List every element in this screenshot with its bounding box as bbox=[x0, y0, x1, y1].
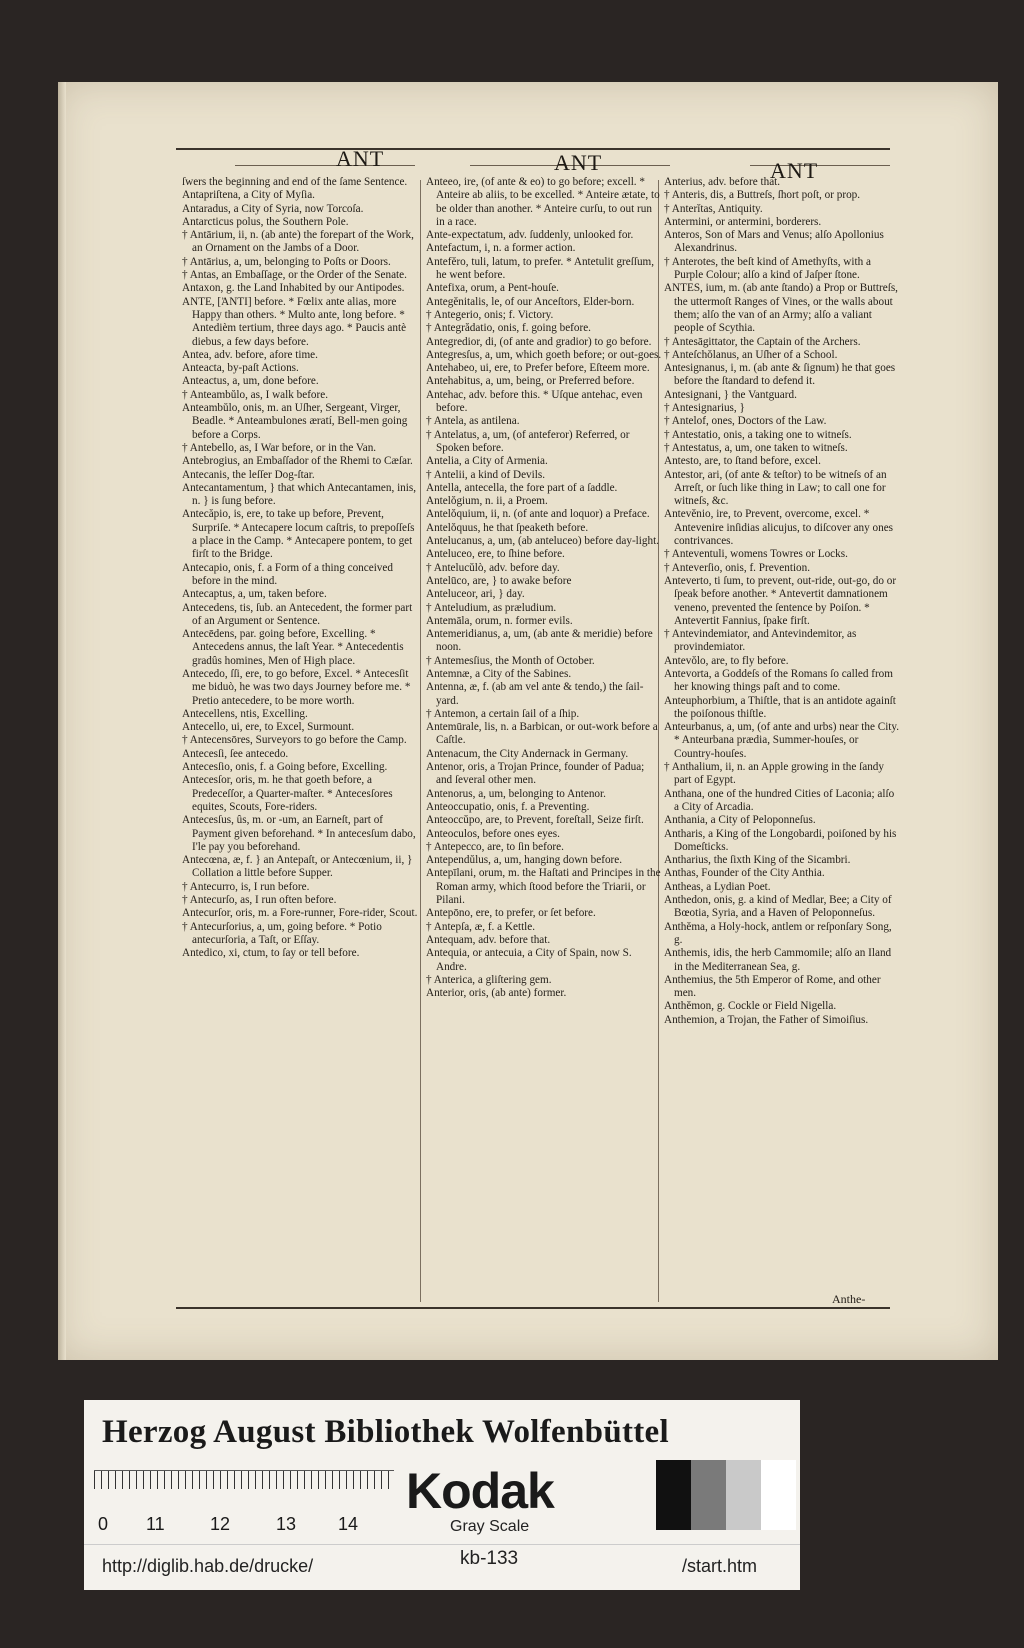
dictionary-entry: Anteambŭlo, onis, m. an Uſher, Sergeant, Virger, Beadle. * Anteambulones æratí, Bell-men going before a Corps. bbox=[182, 402, 408, 441]
dictionary-entry: Antarcticus polus, the Southern Pole. bbox=[182, 215, 349, 228]
ruler-number: 0 bbox=[98, 1514, 109, 1534]
dictionary-entry: Anthedon, onis, g. a kind of Medlar, Bee; a City of Bœotia, Syria, and a Haven of Peloponneſus. bbox=[664, 894, 892, 920]
ruler-number: 11 bbox=[146, 1514, 165, 1534]
dictionary-entry: Antenacum, the City Andernack in Germany. bbox=[426, 747, 629, 760]
dictionary-entry: Antenorus, a, um, belonging to Antenor. bbox=[426, 787, 606, 800]
dictionary-entry: † Anterĭtas, Antiquity. bbox=[664, 202, 763, 215]
dictionary-entry: † Anteris, dis, a Buttreſs, ſhort poſt, or prop. bbox=[664, 189, 861, 202]
column-heading-2: ANT bbox=[554, 150, 603, 175]
dictionary-entry: Antheas, a Lydian Poet. bbox=[664, 880, 771, 893]
dictionary-entry: Anteeo, ire, (of ante & eo) to go before; excell. * Anteire ab aliis, to be excelled. * Anteire ætate, to be older than another. * Anteire curſu, to out run in a race. bbox=[426, 176, 660, 228]
shelf-code: kb-133 bbox=[460, 1548, 519, 1569]
dictionary-entry: Antecesſio, onis, f. a Going before, Excelling. bbox=[182, 761, 388, 774]
dictionary-entry: Antegresſus, a, um, which goeth before; or out-goes. bbox=[426, 348, 662, 361]
dictionary-column-2 bbox=[426, 176, 662, 1308]
dictionary-entry: Antemāla, orum, n. former evils. bbox=[426, 614, 573, 627]
dictionary-entry: Antemnæ, a City of the Sabines. bbox=[426, 667, 572, 680]
dictionary-entry: Antedico, xi, ctum, to ſay or tell before. bbox=[182, 947, 360, 960]
dictionary-entry: Antecœna, æ, f. } an Antepaſt, or Antecœnium, ii, } Collation a little before Supper. bbox=[182, 854, 413, 880]
dictionary-entry: Anthemius, the 5th Emperor of Rome, and other men. bbox=[664, 973, 881, 1000]
dictionary-entry: Anteactus, a, um, done before. bbox=[182, 375, 319, 388]
dictionary-entry: Anteuphorbium, a Thiſtle, that is an antidote againſt the poiſonous thiſtle. bbox=[664, 694, 896, 720]
dictionary-entry: Anthas, Founder of the City Anthia. bbox=[664, 867, 825, 880]
dictionary-entry: Antesignanus, i, m. (ab ante & ſignum) he that goes before the ſtandard to defend it. bbox=[664, 362, 896, 388]
gray-swatch bbox=[761, 1460, 796, 1530]
dictionary-entry: † Anterotes, the beſt kind of Amethyſts, with a Purple Colour; alſo a kind of Jaſper ſtone. bbox=[664, 255, 871, 282]
dictionary-entry: Antecanis, the leſſer Dog-ſtar. bbox=[182, 468, 315, 481]
dictionary-entry: † Antecensōres, Surveyors to go before the Camp. bbox=[182, 734, 407, 747]
dictionary-entry: Anteoculos, before ones eyes. bbox=[426, 827, 560, 840]
dictionary-entry: † Antestatio, onis, a taking one to witneſs. bbox=[664, 428, 852, 441]
gray-swatch bbox=[726, 1460, 761, 1530]
dictionary-entry: Antegĕnitalis, le, of our Anceſtors, Elder-born. bbox=[426, 295, 635, 308]
dictionary-entry: † Antegrădatio, onis, f. going before. bbox=[426, 322, 591, 335]
dictionary-entry: Antecellens, ntis, Excelling. bbox=[182, 707, 308, 720]
dictionary-entry: ſwers the beginning and end of the ſame Sentence. bbox=[182, 176, 408, 188]
catchword: Anthe- bbox=[832, 1292, 866, 1306]
dictionary-entry: Antemūrale, lis, n. a Barbican, or out-work before a Caſtle. bbox=[426, 721, 658, 747]
dictionary-column-3 bbox=[664, 176, 900, 1308]
dictionary-entry: † Antestatus, a, um, one taken to witneſs. bbox=[664, 441, 848, 454]
dictionary-entry: Antecello, ui, ere, to Excel, Surmount. bbox=[182, 721, 355, 734]
dictionary-entry: Anthĕmon, g. Cockle or Field Nigella. bbox=[664, 1000, 837, 1013]
source-url: http://diglib.hab.de/drucke/ bbox=[102, 1556, 314, 1576]
dictionary-entry: Anterior, oris, (ab ante) former. bbox=[426, 987, 567, 1000]
dictionary-entry: Antesto, are, to ſtand before, excel. bbox=[664, 455, 821, 468]
dictionary-entry: † Antecurſorius, a, um, going before. * Potio antecurſoria, a Taſt, or Eſſay. bbox=[182, 920, 382, 946]
dictionary-entry: Antermini, or antermini, borderers. bbox=[664, 215, 822, 228]
dictionary-entry: Antecesſus, ûs, m. or -um, an Earneſt, part of Payment given beforehand. * In antecesſum dabo, I'le pay you beforehand. bbox=[182, 814, 416, 853]
dictionary-entry: † Antebello, as, I War before, or in the Van. bbox=[182, 441, 377, 454]
dictionary-entry: † Antesāgittator, the Captain of the Archers. bbox=[664, 335, 861, 348]
dictionary-entry: Antehabeo, ui, ere, to Prefer before, Eſteem more. bbox=[426, 362, 650, 375]
dictionary-entry: † Antārium, ii, n. (ab ante) the forepart of the Work, an Ornament on the Jambs of a Door. bbox=[182, 229, 414, 255]
dictionary-entry: Antecesſor, oris, m. he that goeth before, a Predeceſſor, a Quarter-maſter. * Antecesſores equites, Scouts, Fore-riders. bbox=[182, 774, 393, 813]
dictionary-entry: † Anteambŭlo, as, I walk before. bbox=[182, 388, 329, 401]
dictionary-entry: Antelŏgium, n. ii, a Proem. bbox=[426, 495, 548, 508]
dictionary-entry: Anteros, Son of Mars and Venus; alſo Apollonius Alexandrinus. bbox=[664, 229, 884, 255]
ruler-number: 13 bbox=[276, 1514, 297, 1534]
dictionary-entry: Antecapio, onis, f. a Form of a thing conceived before in the mind. bbox=[182, 561, 393, 587]
dictionary-entry: Antharius, the ſixth King of the Sicambri. bbox=[664, 854, 851, 867]
scale-ruler bbox=[94, 1470, 394, 1513]
dictionary-entry: † Anthalium, ii, n. an Apple growing in the ſandy part of Egypt. bbox=[664, 761, 884, 787]
ruler-number: 14 bbox=[338, 1514, 359, 1534]
dictionary-entry: Antecedens, tis, ſub. an Antecedent, the former part of an Argument or Sentence. bbox=[182, 601, 413, 627]
dictionary-entry: † Antārius, a, um, belonging to Poſts or Doors. bbox=[182, 255, 391, 268]
dictionary-entry: Anteluceo, ere, to ſhine before. bbox=[426, 548, 565, 561]
url-suffix: /start.htm bbox=[682, 1556, 758, 1576]
dictionary-entry: Antecaptus, a, um, taken before. bbox=[182, 588, 327, 601]
dictionary-entry: Antequam, adv. before that. bbox=[426, 933, 551, 946]
dictionary-entry: † Antepſa, æ, f. a Kettle. bbox=[426, 920, 536, 933]
library-name: Herzog August Bibliothek Wolfenbüttel bbox=[102, 1414, 669, 1450]
dictionary-entry: Antaradus, a City of Syria, now Torcoſa. bbox=[182, 202, 364, 215]
column-divider-1 bbox=[420, 180, 421, 1302]
heading-rule-left bbox=[235, 165, 415, 166]
kodak-logo: Kodak bbox=[406, 1463, 554, 1519]
dictionary-entry: † Antemon, a certain ſail of a ſhip. bbox=[426, 707, 580, 720]
dictionary-column-1 bbox=[182, 176, 418, 1308]
dictionary-entry: Antependŭlus, a, um, hanging down before. bbox=[426, 854, 623, 867]
dictionary-entry: † Antas, an Embaſſage, or the Order of the Senate. bbox=[182, 269, 407, 282]
dictionary-entry: Anteoccupatio, onis, f. a Preventing. bbox=[426, 800, 590, 813]
dictionary-entry: † Antevindemiator, and Antevindemitor, as provindemiator. bbox=[664, 628, 857, 654]
dictionary-entry: † Anteventuli, womens Towres or Locks. bbox=[664, 548, 848, 561]
dictionary-entry: ANTES, ium, m. (ab ante ſtando) a Prop or Buttreſs, the uttermoſt Ranges of Vines, or the walls about them; alſo the van of an Army; alſo a valiant people of Scythia. bbox=[664, 282, 898, 335]
dictionary-entry: Antevorta, a Goddeſs of the Romans ſo called from her knowing things paſt and to come. bbox=[664, 667, 893, 694]
dictionary-entry: † Antesignarius, } bbox=[664, 402, 745, 415]
card-divider bbox=[84, 1544, 800, 1545]
dictionary-entry: † Antecurro, is, I run before. bbox=[182, 880, 310, 893]
dictionary-entry: Antequia, or antecuia, a City of Spain, now S. Andre. bbox=[426, 947, 632, 973]
dictionary-entry: Antecăpio, is, ere, to take up before, Prevent, Surpriſe. * Antecapere locum caſtris, to prepoſſeſs a place in the Camp. * Antecapere pontem, to get firſt to the Bridge. bbox=[182, 508, 415, 561]
dictionary-entry: Antestor, ari, (of ante & teſtor) to be witneſs of an Arreſt, or ſuch like thing in Law; to call one for witneſs, &c. bbox=[664, 468, 887, 508]
dictionary-entry: Antegredior, di, (of ante and gradior) to go before. bbox=[426, 335, 652, 348]
dictionary-entry: Antella, antecella, the fore part of a ſaddle. bbox=[426, 481, 618, 494]
dictionary-entry: Antefixa, orum, a Pent-houſe. bbox=[426, 282, 559, 295]
dictionary-entry: Antehac, adv. before this. * Uſque antehac, even before. bbox=[426, 388, 643, 415]
dictionary-entry: Anthana, one of the hundred Cities of Laconia; alſo a City of Arcadia. bbox=[664, 787, 895, 813]
dictionary-entry: Antecesſi, ſee antecedo. bbox=[182, 747, 289, 760]
dictionary-entry: Anterius, adv. before that. bbox=[664, 176, 781, 188]
dictionary-entry: Antelŏquus, he that ſpeaketh before. bbox=[426, 521, 589, 534]
dictionary-entry: Antevĕnio, ire, to Prevent, overcome, excel. * Antevenire inſidias alicujus, to diſcover any ones contrivances. bbox=[664, 508, 894, 548]
dictionary-entry: † Anteludium, as præludium. bbox=[426, 601, 557, 614]
column-heading-3: ANT bbox=[770, 158, 819, 183]
dictionary-entry: Antelūco, are, } to awake before bbox=[426, 574, 572, 587]
gray-swatch bbox=[691, 1460, 726, 1530]
dictionary-entry: Antehabitus, a, um, being, or Preferred before. bbox=[426, 375, 635, 388]
dictionary-entry: Anthemion, a Trojan, the Father of Simoiſius. bbox=[664, 1013, 869, 1026]
dictionary-entry: Antelŏquium, ii, n. (of ante and loquor) a Preface. bbox=[426, 508, 650, 521]
dictionary-entry: Antapriſtena, a City of Myſia. bbox=[182, 189, 315, 202]
gray-swatch bbox=[656, 1460, 691, 1530]
dictionary-entry: Anthĕma, a Holy-hock, antlem or reſponſary Song, g. bbox=[664, 920, 892, 946]
dictionary-entry: † Anteverſio, onis, f. Prevention. bbox=[664, 561, 811, 574]
dictionary-entry: Antharis, a King of the Longobardi, poiſoned by his Domeſticks. bbox=[664, 827, 897, 853]
column-heading-1: ANT bbox=[336, 146, 385, 171]
gray-swatches bbox=[656, 1460, 796, 1530]
dictionary-entry: † Antelucŭlò, adv. before day. bbox=[426, 561, 560, 574]
dictionary-entry: Antecantamentum, } that which Antecantamen, inis, n. } is ſung before. bbox=[182, 481, 417, 508]
dictionary-entry: Antelia, a City of Armenia. bbox=[426, 455, 548, 468]
dictionary-entry: Ante-expectatum, adv. ſuddenly, unlooked for. bbox=[426, 229, 634, 242]
dictionary-entry: † Anterica, a gliſtering gem. bbox=[426, 973, 552, 986]
dictionary-entry: † Antepecco, are, to ſin before. bbox=[426, 840, 564, 853]
dictionary-entry: † Antecurſo, as, I run often before. bbox=[182, 894, 337, 907]
dictionary-entry: Antecurſor, oris, m. a Fore-runner, Fore-rider, Scout. bbox=[182, 907, 418, 920]
bottom-rule bbox=[176, 1307, 890, 1309]
dictionary-entry: Antemeridianus, a, um, (ab ante & meridie) before noon. bbox=[426, 628, 653, 654]
dictionary-entry: Anteurbanus, a, um, (of ante and urbs) near the City. * Anteurbana prædia, Summer-houſes, or Country-houſes. bbox=[664, 721, 900, 760]
dictionary-entry: † Antemesſius, the Month of October. bbox=[426, 654, 595, 667]
ruler-numbers bbox=[94, 1514, 454, 1536]
dictionary-entry: Antefactum, i, n. a former action. bbox=[426, 242, 576, 255]
dictionary-entry: † Anteſchŏlanus, an Uſher of a School. bbox=[664, 348, 838, 361]
dictionary-entry: Antenor, oris, a Trojan Prince, founder of Padua; and ſeveral other men. bbox=[426, 761, 645, 787]
dictionary-entry: Anteluceor, ari, } day. bbox=[426, 588, 525, 601]
dictionary-entry: Antea, adv. before, afore time. bbox=[182, 348, 318, 361]
dictionary-entry: Antecedo, ſſi, ere, to go before, Excel. * Antecesſit me biduò, he was two days Journey before me. * Pretio antecedere, to be more worth. bbox=[182, 667, 411, 707]
dictionary-entry: Anteoccŭpo, are, to Prevent, foreſtall, Seize firſt. bbox=[426, 814, 644, 827]
dictionary-entry: † Antela, as antilena. bbox=[426, 415, 520, 428]
dictionary-entry: Antecēdens, par. going before, Excelling. * Antecedens annus, the laſt Year. * Antecedentis gradûs homines, Men of High place. bbox=[182, 628, 404, 667]
top-rule bbox=[176, 148, 890, 150]
dictionary-entry: † Antelof, ones, Doctors of the Law. bbox=[664, 415, 827, 428]
gray-scale-label: Gray Scale bbox=[450, 1518, 530, 1535]
dictionary-entry: Antepīlani, orum, m. the Haſtati and Principes in the Roman army, which ſtood before the Triarii, or Pilani. bbox=[426, 867, 661, 907]
dictionary-entry: † Antelatus, a, um, (of anteferor) Referred, or Spoken before. bbox=[426, 428, 630, 454]
dictionary-entry: Anthania, a City of Peloponneſus. bbox=[664, 814, 816, 827]
dictionary-entry: † Antelii, a kind of Devils. bbox=[426, 468, 546, 481]
dictionary-entry: Anteacta, by-paſt Actions. bbox=[182, 362, 299, 375]
dictionary-entry: Antevŏlo, are, to fly before. bbox=[664, 654, 789, 667]
dictionary-entry: Anthemis, idis, the herb Cammomile; alſo an Iland in the Mediterranean Sea, g. bbox=[664, 947, 892, 973]
dictionary-entry: Antaxon, g. the Land Inhabited by our Antipodes. bbox=[182, 282, 405, 295]
dictionary-entry: Antebrogius, an Embaſſador of the Rhemi to Cæſar. bbox=[182, 455, 413, 468]
library-color-card bbox=[84, 1400, 800, 1590]
dictionary-entry: Anteverto, ti ſum, to prevent, out-ride, out-go, do or ſpeak before another. * Antevertit damnationem veneno, prevented the ſentence by Poiſon. * Antevertit Fannius, ſpake firſt. bbox=[664, 574, 897, 627]
dictionary-entry: Antefĕro, tuli, latum, to prefer. * Antetulit greſſum, he went before. bbox=[426, 255, 655, 282]
dictionary-entry: Antepōno, ere, to prefer, or ſet before. bbox=[426, 907, 596, 920]
dictionary-entry: ANTE, [ἈΝΤΙ] before. * Fœlix ante alias, more Happy than others. * Multo ante, long before. * Antedièm tertium, three days ago. * Paucis antè diebus, a few days before. bbox=[182, 295, 407, 348]
dictionary-entry: † Antegerio, onis; f. Victory. bbox=[426, 308, 554, 321]
dictionary-entry: Antesignani, } the Vantguard. bbox=[664, 388, 797, 401]
dictionary-entry: Antelucanus, a, um, (ab anteluceo) before day-light. bbox=[426, 535, 659, 548]
ruler-number: 12 bbox=[210, 1514, 231, 1534]
dictionary-entry: Antenna, æ, f. (ab am vel ante & tendo,) the ſail-yard. bbox=[426, 681, 644, 707]
